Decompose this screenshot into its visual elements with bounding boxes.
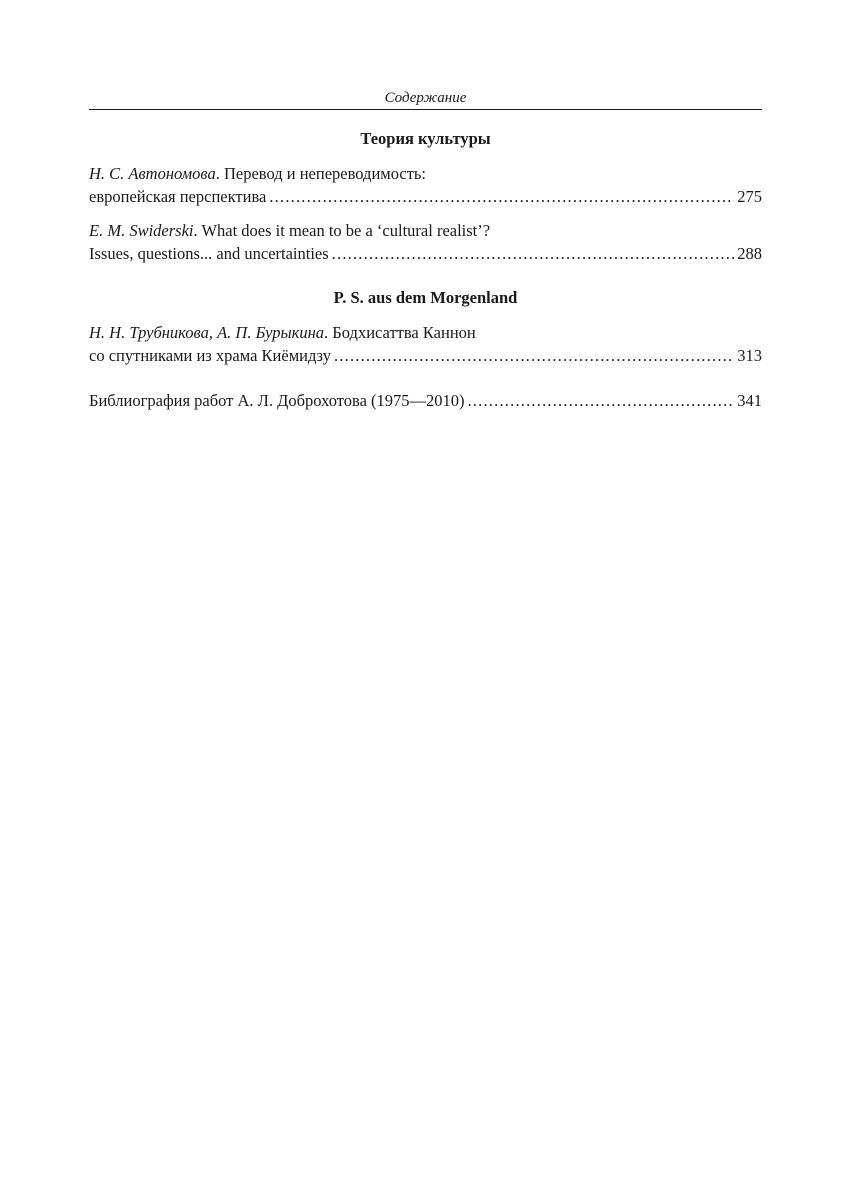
toc-page bbox=[89, 88, 762, 412]
toc-entry-trubnikova[interactable] bbox=[89, 321, 762, 367]
entry-title-end: Issues, questions... and uncertainties bbox=[89, 244, 329, 263]
entry-title-start: . What does it mean to be a ‘cultural realist’? bbox=[193, 221, 491, 240]
entry-page-number: 288 bbox=[737, 244, 762, 263]
entry-title-start: . Бодхисаттва Каннон bbox=[324, 323, 476, 342]
dot-leader bbox=[332, 242, 735, 265]
dot-leader bbox=[468, 389, 735, 412]
entry-page-number: 341 bbox=[737, 391, 762, 410]
entry-leader-line bbox=[89, 242, 762, 265]
section-title-morgenland: P. S. aus dem Morgenland bbox=[333, 288, 518, 307]
entry-leader-line bbox=[89, 389, 762, 412]
bibliography-label: Библиография работ А. Л. Доброхотова (1975—2010) bbox=[89, 391, 465, 410]
entry-leader-line bbox=[89, 344, 762, 367]
running-head: Содержание bbox=[89, 88, 762, 110]
dot-leader bbox=[334, 344, 734, 367]
entry-leader-line bbox=[89, 185, 762, 208]
entry-page-number: 275 bbox=[737, 187, 762, 206]
entry-author: Н. С. Автономова bbox=[89, 164, 216, 183]
toc-entry-swiderski[interactable] bbox=[89, 219, 762, 265]
toc-entry-bibliography[interactable] bbox=[89, 389, 762, 412]
entry-author: Н. Н. Трубникова, А. П. Бурыкина bbox=[89, 323, 325, 342]
entry-first-line bbox=[89, 219, 762, 242]
entry-author: E. M. Swiderski bbox=[89, 221, 194, 240]
toc-entry-avtonomova[interactable] bbox=[89, 162, 762, 208]
entry-title-end: со спутниками из храма Киёмидзу bbox=[89, 346, 331, 365]
entry-first-line bbox=[89, 162, 762, 185]
entry-title-end: европейская перспектива bbox=[89, 187, 267, 206]
entry-page-number: 313 bbox=[737, 346, 762, 365]
entry-first-line bbox=[89, 321, 762, 344]
section-title-culture-theory: Теория культуры bbox=[360, 129, 491, 148]
entry-title-start: . Перевод и непереводимость: bbox=[215, 164, 427, 183]
dot-leader bbox=[269, 185, 734, 208]
